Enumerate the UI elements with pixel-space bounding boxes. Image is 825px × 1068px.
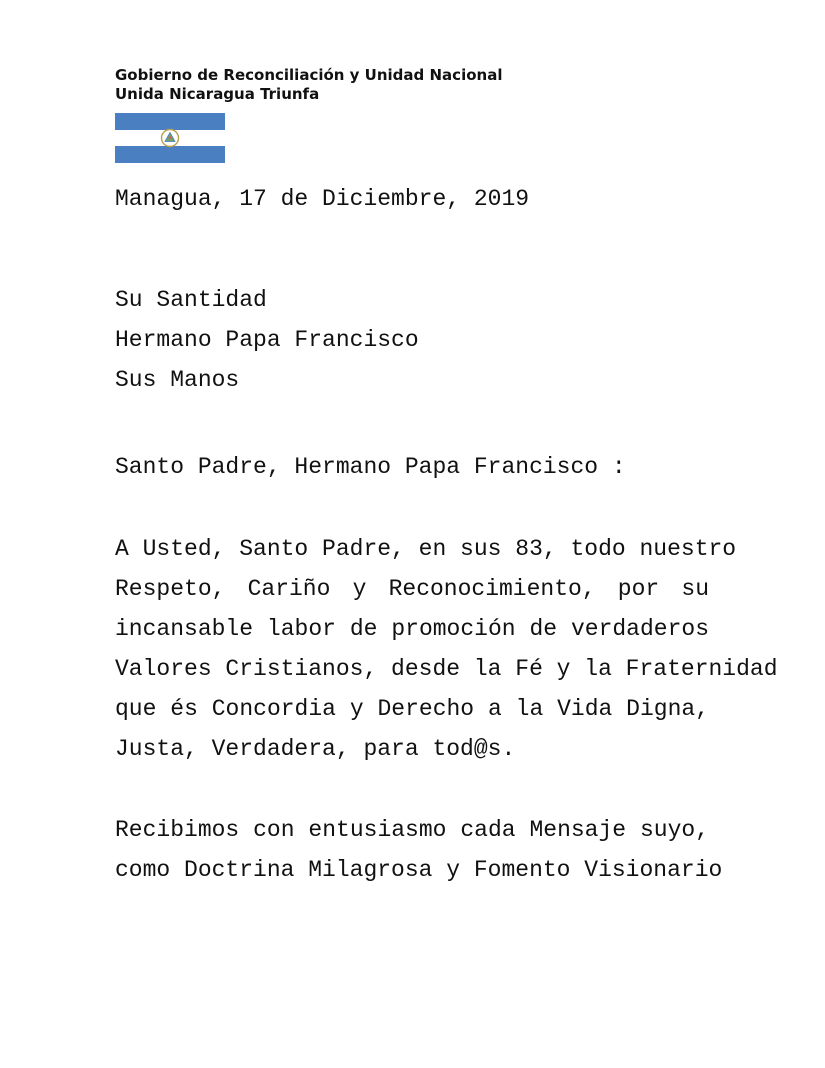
flag-bottom-blue-band — [115, 146, 225, 163]
recipient-title: Su Santidad — [115, 287, 267, 313]
body-paragraph-2 — [115, 810, 723, 890]
paragraph-line: incansable labor de promoción de verdaderos — [115, 616, 709, 642]
nicaragua-flag-icon — [115, 113, 225, 163]
letterhead-government-name: Gobierno de Reconciliación y Unidad Nacional — [115, 66, 503, 84]
body-paragraph-1 — [115, 529, 778, 769]
paragraph-line: que és Concordia y Derecho a la Vida Digna, — [115, 696, 709, 722]
paragraph-line: como Doctrina Milagrosa y Fomento Visionario — [115, 857, 723, 883]
recipient-block — [115, 280, 419, 400]
paragraph-line: Valores Cristianos, desde la Fé y la Fraternidad — [115, 656, 778, 682]
salutation: Santo Padre, Hermano Papa Francisco : — [115, 454, 626, 480]
letterhead — [115, 66, 502, 104]
paragraph-line: Recibimos con entusiasmo cada Mensaje suyo, — [115, 817, 709, 843]
recipient-delivery: Sus Manos — [115, 367, 240, 393]
coat-of-arms-icon — [160, 128, 180, 148]
paragraph-line: Justa, Verdadera, para tod@s. — [115, 736, 516, 762]
letter-date: Managua, 17 de Diciembre, 2019 — [115, 186, 530, 212]
letterhead-slogan: Unida Nicaragua Triunfa — [115, 85, 320, 103]
paragraph-line: Respeto, Cariño y Reconocimiento, por su — [115, 576, 709, 602]
recipient-name: Hermano Papa Francisco — [115, 327, 419, 353]
paragraph-line: A Usted, Santo Padre, en sus 83, todo nuestro — [115, 536, 737, 562]
